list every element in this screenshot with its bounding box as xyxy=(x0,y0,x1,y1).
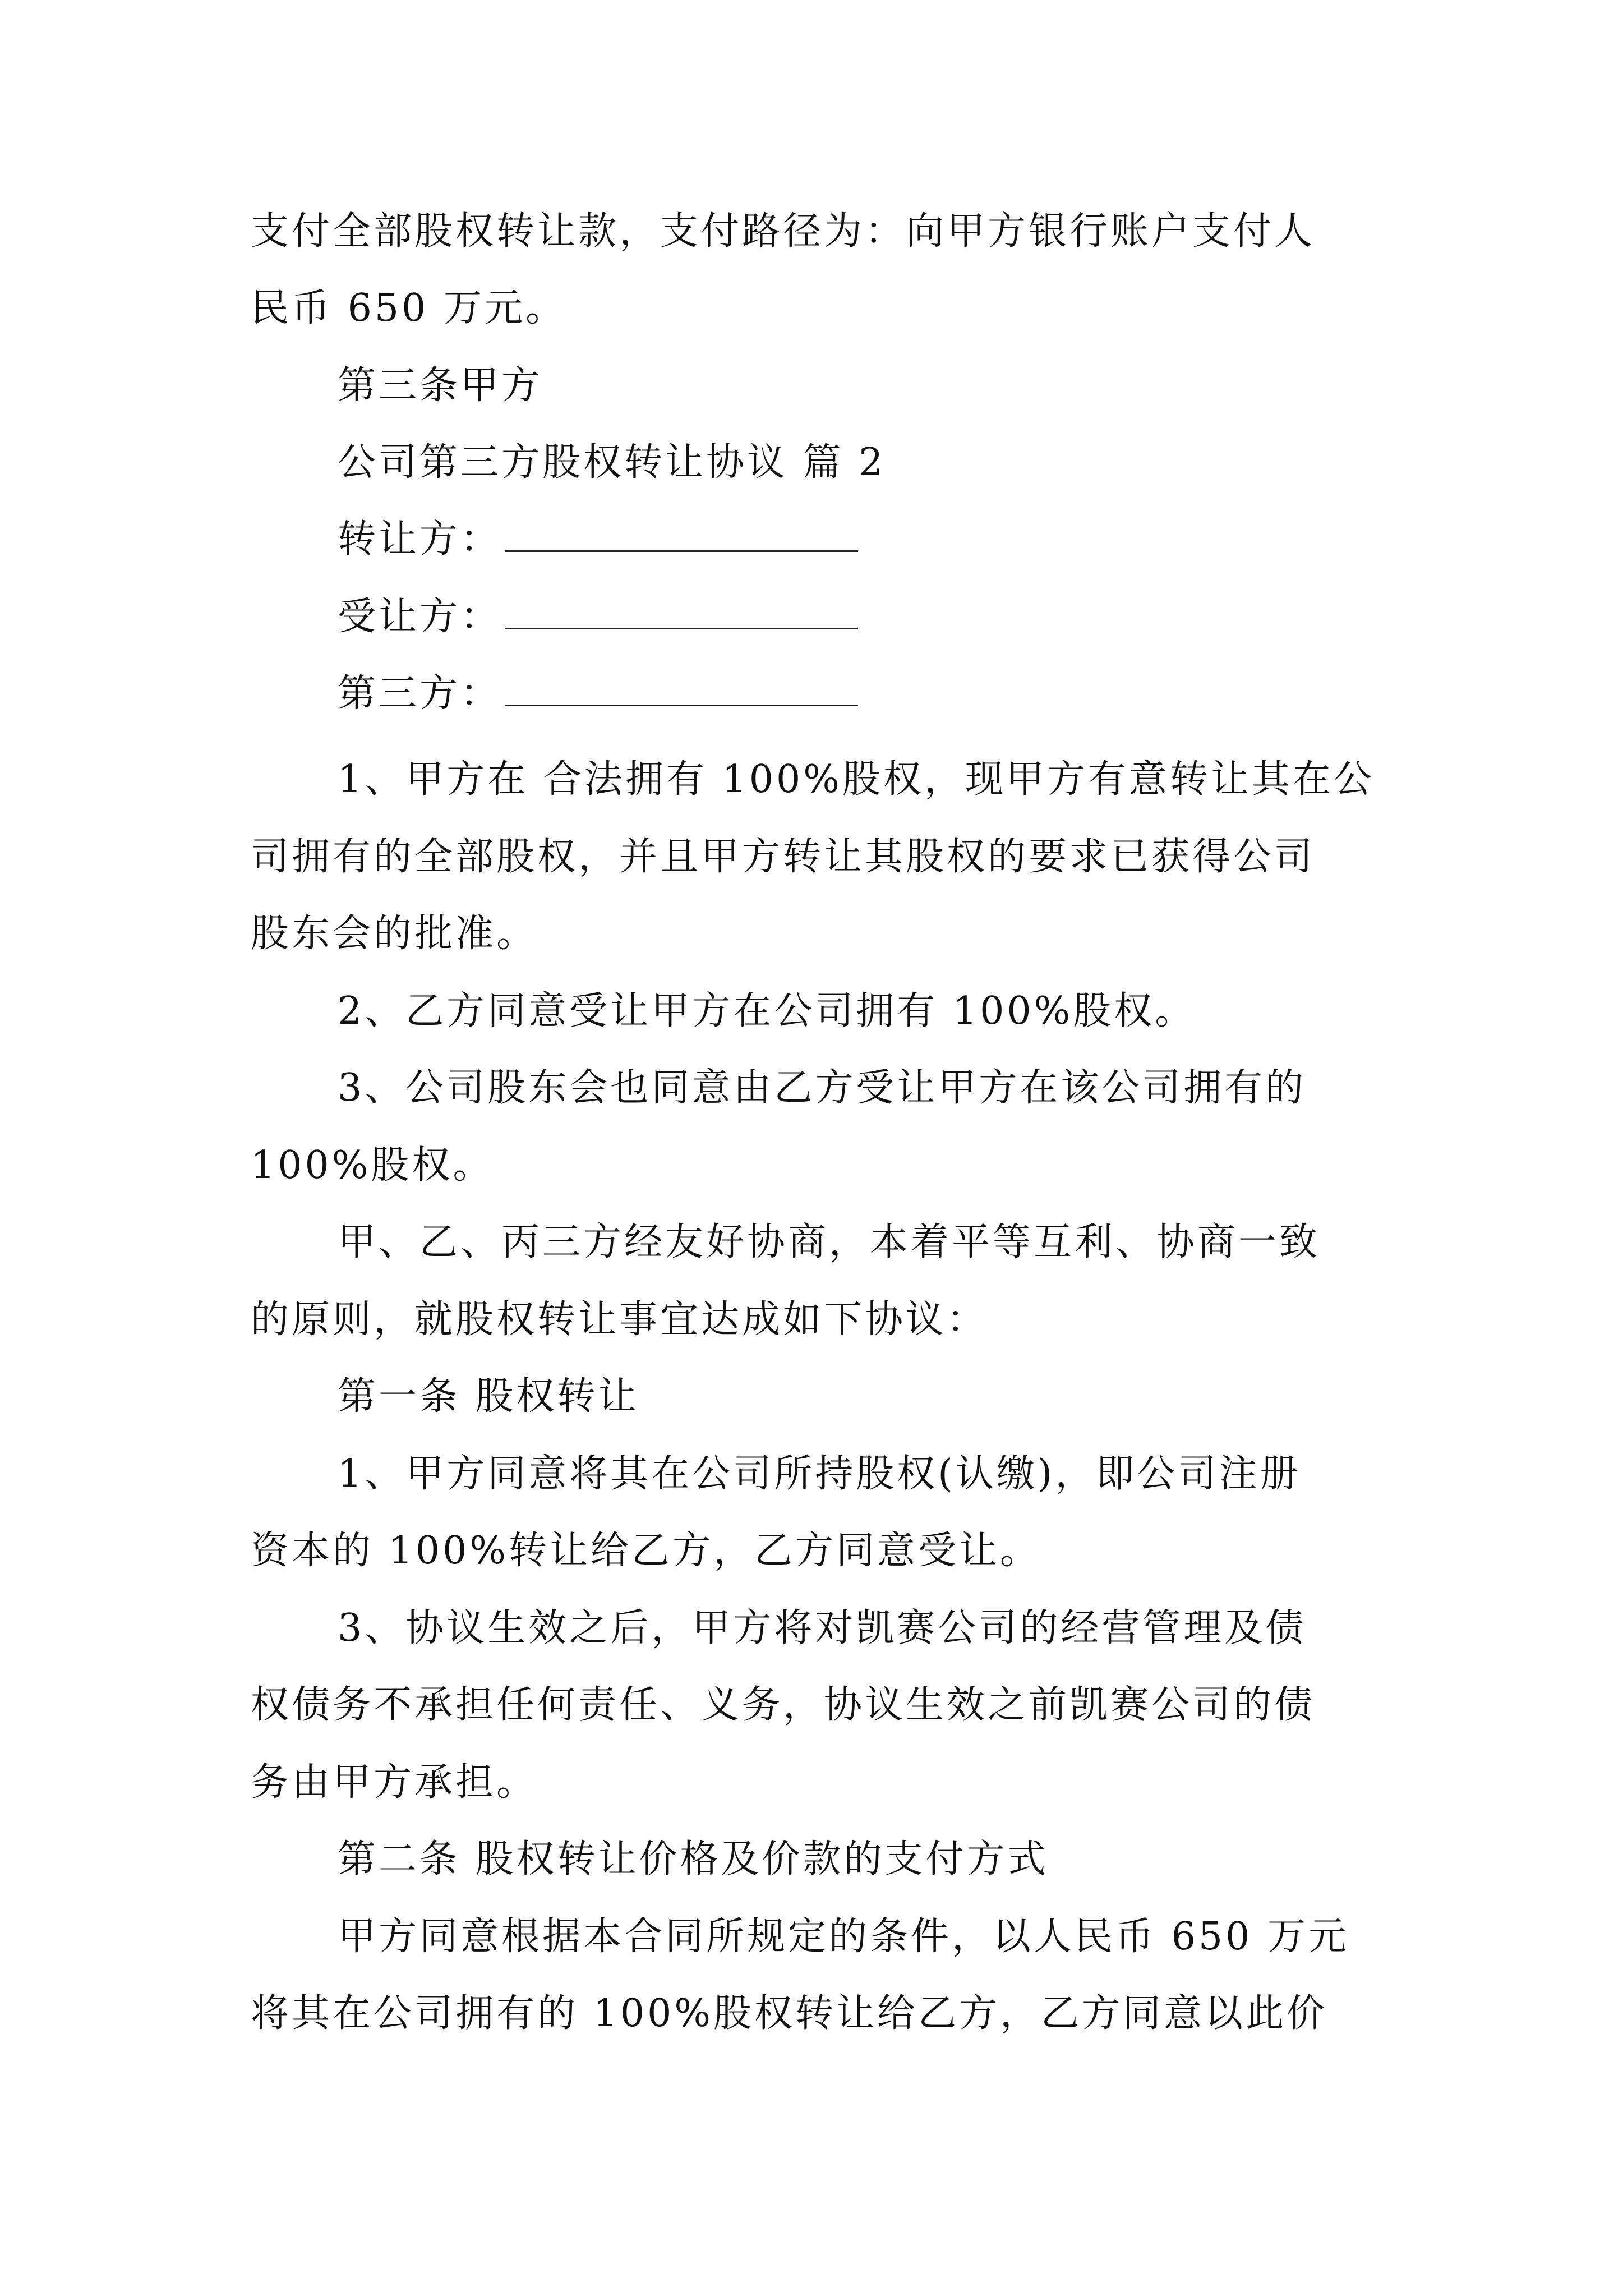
paragraph-line: 股东会的批准。 xyxy=(251,912,538,956)
paragraph-line: 务由甲方承担。 xyxy=(251,1760,538,1805)
paragraph-line: 将其在公司拥有的 100%股权转让给乙方，乙方同意以此价 xyxy=(251,1991,1328,2036)
section-heading: 第三条甲方 xyxy=(338,364,543,408)
section-heading: 第一条 股权转让 xyxy=(338,1374,639,1419)
paragraph-line: 的原则，就股权转让事宜达成如下协议： xyxy=(251,1297,988,1342)
third-party-label: 第三方： xyxy=(338,671,502,716)
document-title: 公司第三方股权转让协议 篇 2 xyxy=(338,440,886,485)
third-party-field xyxy=(338,669,858,719)
paragraph-line: 3、协议生效之后，甲方将对凯赛公司的经营管理及债 xyxy=(338,1606,1307,1650)
paragraph-line: 支付全部股权转让款，支付路径为：向甲方银行账户支付人 xyxy=(251,209,1316,254)
transferee-field xyxy=(338,592,858,642)
paragraph-line: 权债务不承担任何责任、义务，协议生效之前凯赛公司的债 xyxy=(251,1683,1316,1727)
paragraph-line: 资本的 100%转让给乙方，乙方同意受让。 xyxy=(251,1529,1041,1573)
paragraph-line: 2、乙方同意受让甲方在公司拥有 100%股权。 xyxy=(338,989,1196,1033)
paragraph-line: 民币 650 万元。 xyxy=(251,286,567,330)
paragraph-line: 3、公司股东会也同意由乙方受让甲方在该公司拥有的 xyxy=(338,1066,1307,1110)
transferor-field xyxy=(338,514,858,565)
transferee-blank xyxy=(505,596,858,629)
paragraph-line: 1、甲方在 合法拥有 100%股权，现甲方有意转让其在公 xyxy=(338,757,1375,802)
section-heading: 第二条 股权转让价格及价款的支付方式 xyxy=(338,1837,1049,1881)
transferor-label: 转让方： xyxy=(338,517,502,562)
paragraph-line: 1、甲方同意将其在公司所持股权(认缴)，即公司注册 xyxy=(338,1452,1301,1496)
paragraph-line: 100%股权。 xyxy=(251,1143,494,1188)
paragraph-line: 司拥有的全部股权，并且甲方转让其股权的要求已获得公司 xyxy=(251,835,1316,879)
transferee-label: 受让方： xyxy=(338,595,502,639)
third-party-blank xyxy=(505,673,858,706)
transferor-blank xyxy=(505,519,858,552)
paragraph-line: 甲、乙、丙三方经友好协商，本着平等互利、协商一致 xyxy=(338,1220,1321,1264)
paragraph-line: 甲方同意根据本合同所规定的条件，以人民币 650 万元 xyxy=(338,1915,1350,1959)
